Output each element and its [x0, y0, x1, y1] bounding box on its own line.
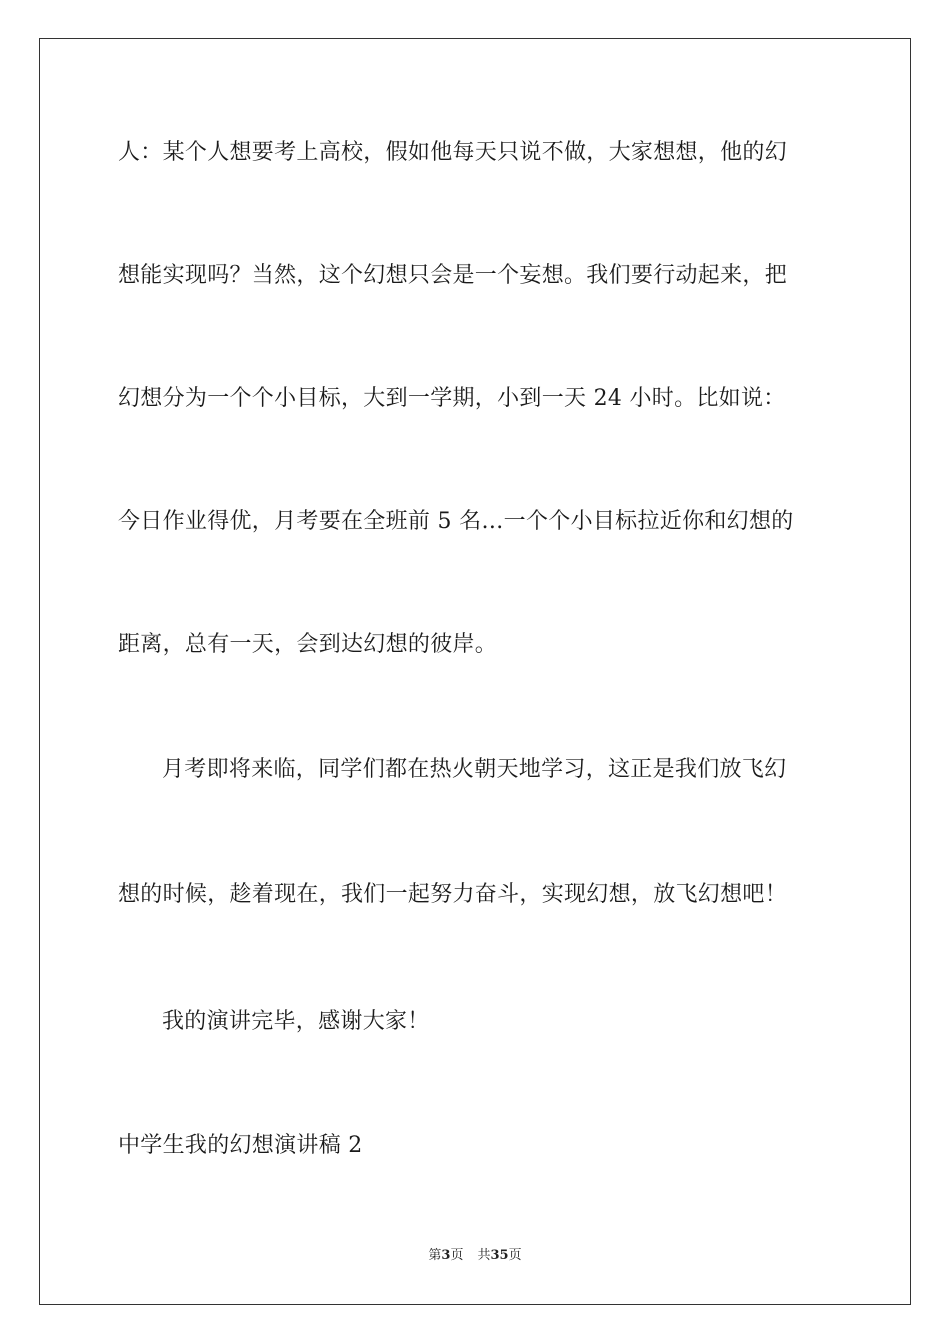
- body-text-line: 幻想分为一个个小目标，大到一学期，小到一天 24 小时。比如说：: [118, 386, 786, 411]
- page-suffix: 页: [450, 1248, 464, 1263]
- total-pages: 35: [490, 1248, 509, 1263]
- closing-line: 我的演讲完毕，感谢大家！: [162, 1009, 430, 1034]
- body-text-line: 今日作业得优，月考要在全班前 5 名…一个个小目标拉近你和幻想的: [118, 509, 794, 534]
- page-number: 3: [441, 1248, 451, 1263]
- paragraph-first-line: 月考即将来临，同学们都在热火朝天地学习，这正是我们放飞幻: [162, 757, 787, 782]
- total-prefix: 共: [477, 1248, 491, 1263]
- section-title: 中学生我的幻想演讲稿 2: [118, 1133, 363, 1158]
- body-text-line: 想能实现吗？当然，这个幻想只会是一个妄想。我们要行动起来，把: [118, 263, 788, 288]
- page-footer: [0, 1248, 950, 1264]
- page-prefix: 第: [428, 1248, 442, 1263]
- total-suffix: 页: [508, 1248, 522, 1263]
- body-text-line: 想的时候，趁着现在，我们一起努力奋斗，实现幻想，放飞幻想吧！: [118, 882, 788, 907]
- body-text-line: 距离，总有一天，会到达幻想的彼岸。: [118, 632, 498, 657]
- body-text-line: 人：某个人想要考上高校，假如他每天只说不做，大家想想，他的幻: [118, 140, 788, 165]
- page-border: [39, 38, 911, 1305]
